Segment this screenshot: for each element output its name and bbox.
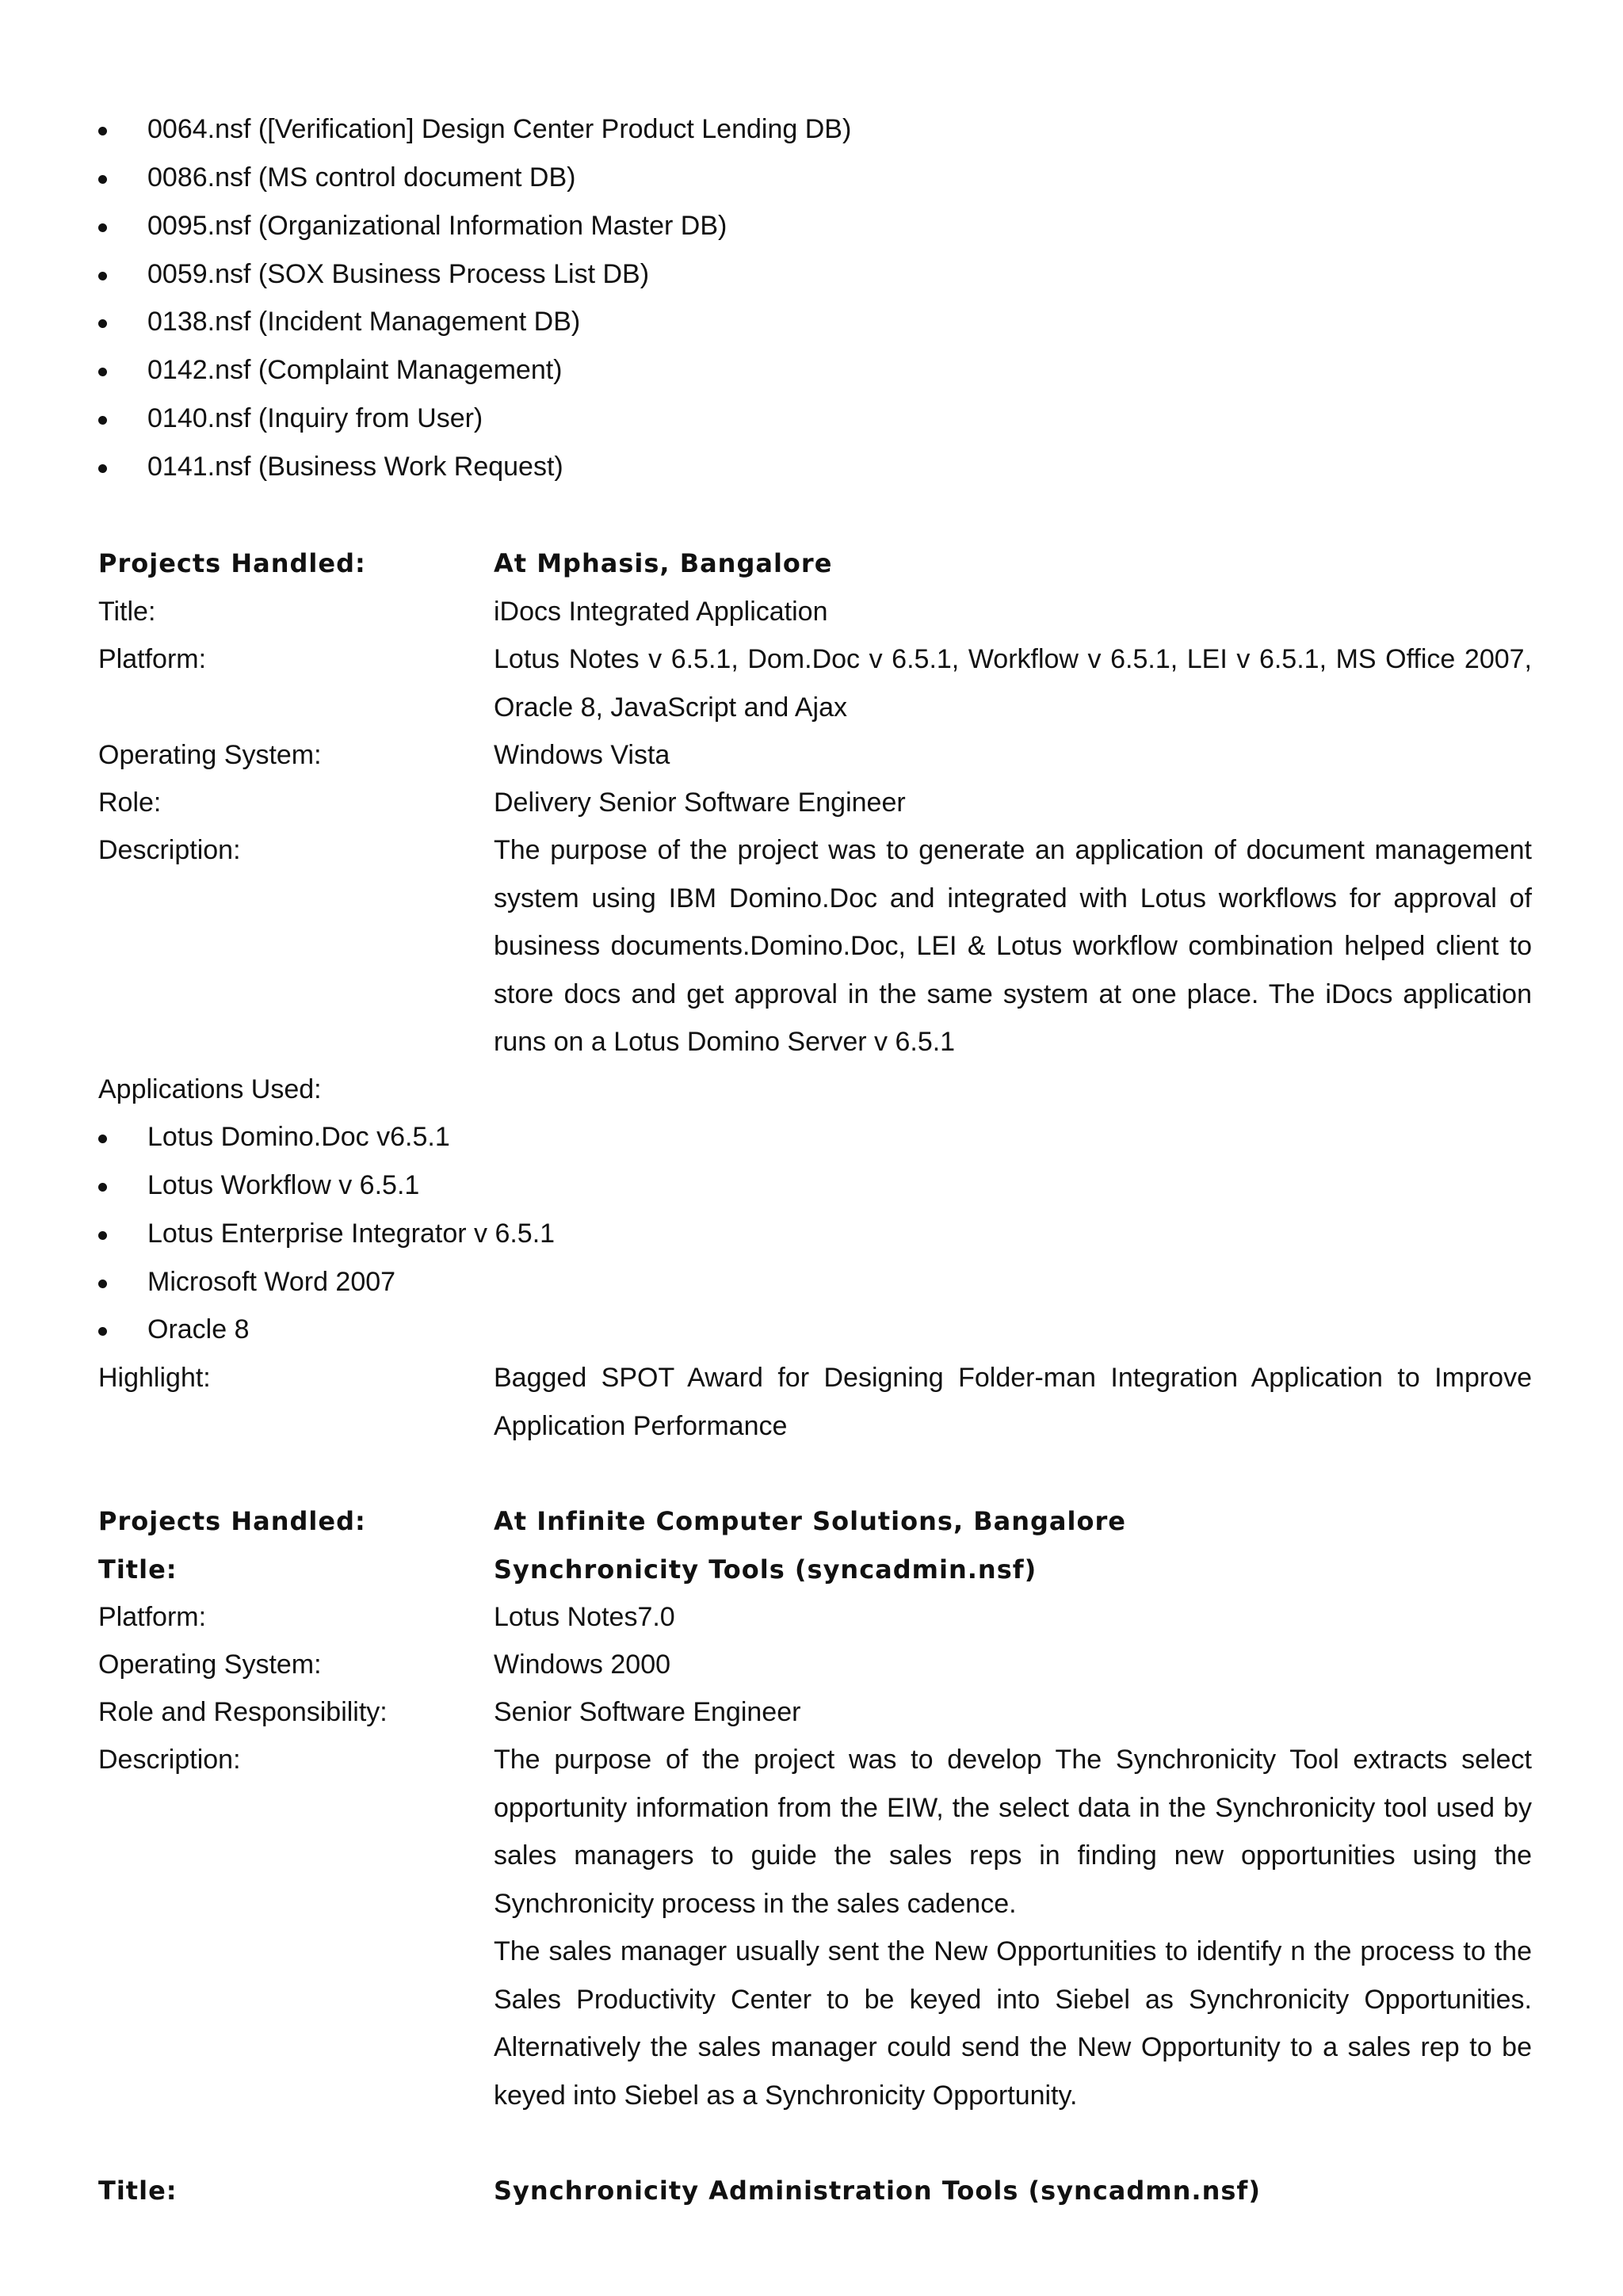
field-label: Platform: [98,644,207,674]
description-paragraph: The sales manager usually sent the New Opportunities to identify n the process to the Sales Productivity Center to be keyed into Siebel as Synchronicity Opportunities. Alternatively the sales manager could send the New Opportunity to a sales rep to be keyed into Siebel as a Synchronicity Opportunity. [494,1936,1532,2111]
resume-page: 0064.nsf ([Verification] Design Center Product Lending DB) 0086.nsf (MS control document DB) 0095.nsf (Organizational Information Master DB) 0059.nsf (SOX Business Process List DB) 0138.nsf (Incident Management DB) 0142.nsf (Complaint Management) 0140.nsf (Inquiry from User) 0141.nsf (Business Work Request) Projects Handled: At Mphasis, Bangalore Title: iDocs Integrated Application Platform: Lotus Notes v 6.5.1, Dom.Doc v 6.5.1, Workflow v 6.5.1, LEI v 6.5.1, MS Office 2007, Oracle 8, JavaScript and Ajax Operating System: Windows Vista Role: Delivery Senior Software Engineer Description: The purpose of the project was to generate an application of document management system using IBM Domino.Doc and integrated with Lotus workflows for approval of business documents.Domino.Doc, LEI & Lotus workflow combination helped client to store docs and get approval in the same system at one place. The iDocs application runs on a Lotus Domino Server v 6.5.1 Applications Used: Lotus Domino.Doc v6.5.1 Lotus Workflow v 6.5.1 Lotus Enterprise Integrator v 6.5.1 Microsoft Word 2007 Oracle 8 Highlight: Bagged SPOT Award for Designing Folder-man Integration Application to Improve Application Performance Projects Handled: At Infinite Computer Solutions, Bangalore Title: Synchronicity Tools (syncadmin.nsf) Platform: Lotus Notes7.0 Operating System: Windows 2000 Role and Responsibility: Senior Software Engineer Description: The purpose of the project was to develop The Synchronicity Tool extracts select opportunity information from the EIW, the select data in the Synchronicity tool used by sales managers to guide the sales reps in finding new opportunities using the Synchronicity process in the sales cadence. The sales manager usually sent the New Opportunities to identify n the process to the Sales Productivity Center to be keyed into Siebel as Synchronicity Opportunities. Alternatively the sales manager could send the New Opportunity to a sales rep to be keyed into Siebel as a Synchronicity Opportunity. Title: Synchronicity Administration Tools (syncadmn.nsf) [0,0,1623,2296]
bullet-icon [98,1183,107,1192]
bullet-icon [98,1327,107,1336]
company-name: At Infinite Computer Solutions, Bangalore [494,1506,1126,1536]
bullet-icon [98,1135,107,1143]
bullet-icon [98,175,107,184]
field-label: Title: [98,597,156,627]
section-label: Projects Handled: [98,548,366,578]
bullet-icon [98,416,107,425]
company-name: At Mphasis, Bangalore [494,548,833,578]
field-label: Platform: [98,1602,207,1632]
section-label: Projects Handled: [98,1506,366,1536]
field-value: Delivery Senior Software Engineer [494,788,906,818]
field-label: Role: [98,788,162,818]
field-label: Operating System: [98,740,322,770]
field-value: The purpose of the project was to generate an application of document management system using IBM Domino.Doc and integrated with Lotus workflows for approval of business documents.Domino.Doc, LEI & Lotus workflow combination helped client to store docs and get approval in the same system at one place. The iDocs application runs on a Lotus Domino Server v 6.5.1 [494,835,1532,1057]
field-value: Windows 2000 [494,1650,671,1680]
bullet-icon [98,1231,107,1240]
field-value: Senior Software Engineer [494,1697,801,1727]
bullet-icon [98,223,107,232]
description-paragraph: The purpose of the project was to develop The Synchronicity Tool extracts select opportunity information from the EIW, the select data in the Synchronicity tool used by sales managers to guide the sales reps in finding new opportunities using the Synchronicity process in the sales cadence. [494,1745,1532,1919]
bullet-icon [98,464,107,473]
field-label: Title: [98,1554,178,1585]
field-value: Synchronicity Tools (syncadmin.nsf) [494,1554,1037,1585]
field-label: Description: [98,1745,241,1775]
field-value: Windows Vista [494,740,670,770]
field-value: Lotus Notes7.0 [494,1602,675,1632]
bullet-icon [98,368,107,376]
field-label: Title: [98,2176,178,2206]
field-label: Highlight: [98,1363,211,1393]
field-value: Bagged SPOT Award for Designing Folder-man Integration Application to Improve Application Performance [494,1363,1532,1441]
bullet-icon [98,272,107,280]
field-value: Lotus Notes v 6.5.1, Dom.Doc v 6.5.1, Workflow v 6.5.1, LEI v 6.5.1, MS Office 2007, Oracle 8, JavaScript and Ajax [494,644,1532,723]
bullet-icon [98,127,107,135]
field-label: Description: [98,835,241,865]
field-value: Synchronicity Administration Tools (syncadmn.nsf) [494,2176,1261,2206]
bullet-icon [98,1280,107,1288]
field-value [494,1736,1532,2119]
bullet-icon [98,319,107,328]
field-label: Applications Used: [98,1074,322,1104]
field-value: iDocs Integrated Application [494,597,828,627]
field-label: Role and Responsibility: [98,1697,388,1727]
field-label: Operating System: [98,1650,322,1680]
